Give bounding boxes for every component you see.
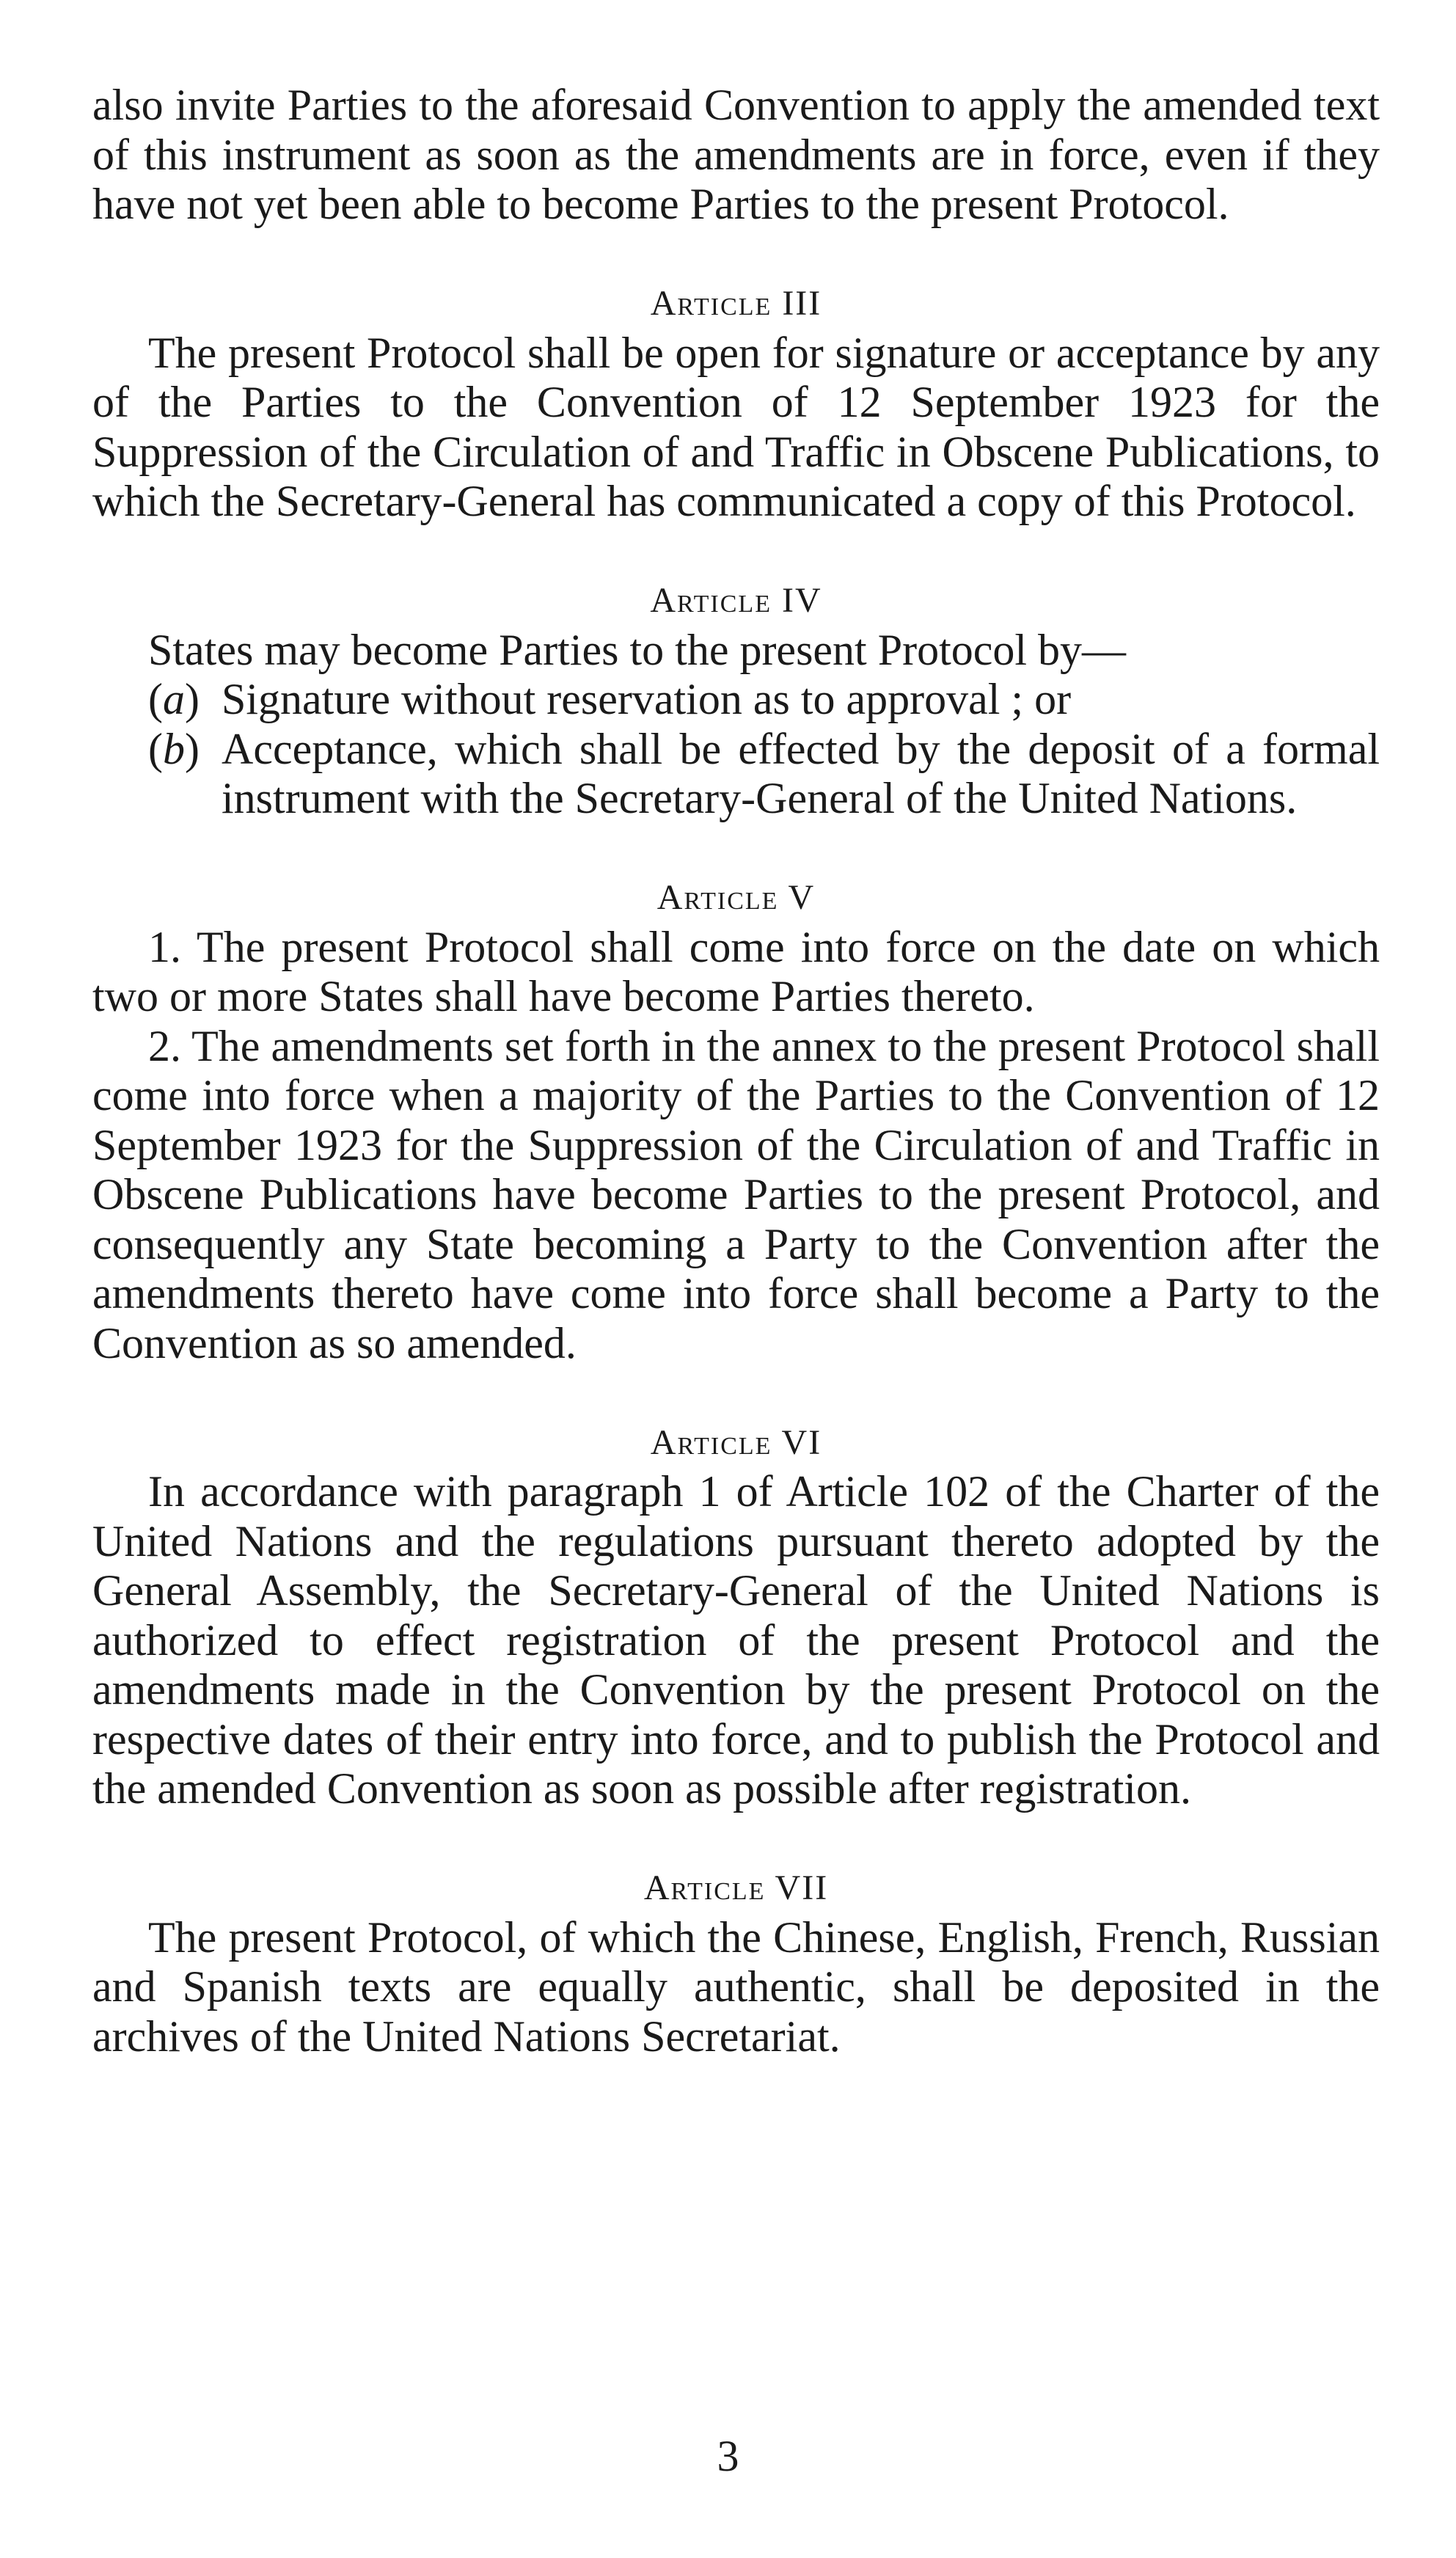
article-6-heading: Article VI [650, 1422, 822, 1462]
article-5-paragraph-1: 1. The present Protocol shall come into force on the date on which two or more States shall have become Parties thereto. [92, 922, 1380, 1020]
page-number: 3 [717, 2432, 739, 2480]
document-page [92, 81, 1380, 2061]
item-b-marker: (b) [148, 724, 200, 773]
article-3-heading: Article III [650, 284, 822, 323]
article-5-paragraph-2: 2. The amendments set forth in the annex to the present Protocol shall come into force when a majority of the Parties to the Convention of 12 September 1923 for the Suppression of the Circulation of and Traffic in Obscene Publications have become Parties to the present Protocol, and consequently any State becoming a Party to the Convention after the amendments thereto have come into force shall become a Party to the Convention as so amended. [92, 1021, 1380, 1367]
article-7-paragraph: The present Protocol, of which the Chinese, English, French, Russian and Spanish texts are equally authentic, shall be deposited in the archives of the United Nations Secretariat. [92, 1912, 1380, 2061]
article-5-heading: Article V [656, 878, 816, 917]
article-4-item-b [92, 725, 1380, 824]
item-a-text: Signature without reservation as to approval ; or [222, 675, 1072, 723]
article-6-paragraph: In accordance with paragraph 1 of Article 102 of the Charter of the United Nations and the regulations pursuant thereto adopted by the General Assembly, the Secretary-General of the United Nations is authorized to effect registration of the present Protocol and the amendments made in the Convention by the present Protocol on the respective dates of their entry into force, and to publish the Protocol and the amended Convention as soon as possible after registration. [92, 1467, 1380, 1813]
article-4-item-a [92, 675, 1380, 725]
article-3-paragraph: The present Protocol shall be open for signature or acceptance by any of the Parties to the Convention of 12 September 1923 for the Suppression of the Circulation of and Traffic in Obscene Publications, to which the Secretary-General has communicated a copy of this Protocol. [92, 328, 1380, 525]
intro-paragraph: also invite Parties to the aforesaid Convention to apply the amended text of this instrument as soon as the amendments are in force, even if they have not yet been able to become Parties to the present Protocol. [92, 81, 1380, 228]
article-7-heading: Article VII [643, 1868, 829, 1907]
article-4-intro: States may become Parties to the present Protocol by— [148, 625, 1127, 674]
item-b-text: Acceptance, which shall be effected by the deposit of a formal instrument with the Secretary-General of the United Nations. [222, 724, 1380, 822]
item-a-marker: (a) [148, 675, 200, 723]
article-4-heading: Article IV [650, 581, 822, 620]
